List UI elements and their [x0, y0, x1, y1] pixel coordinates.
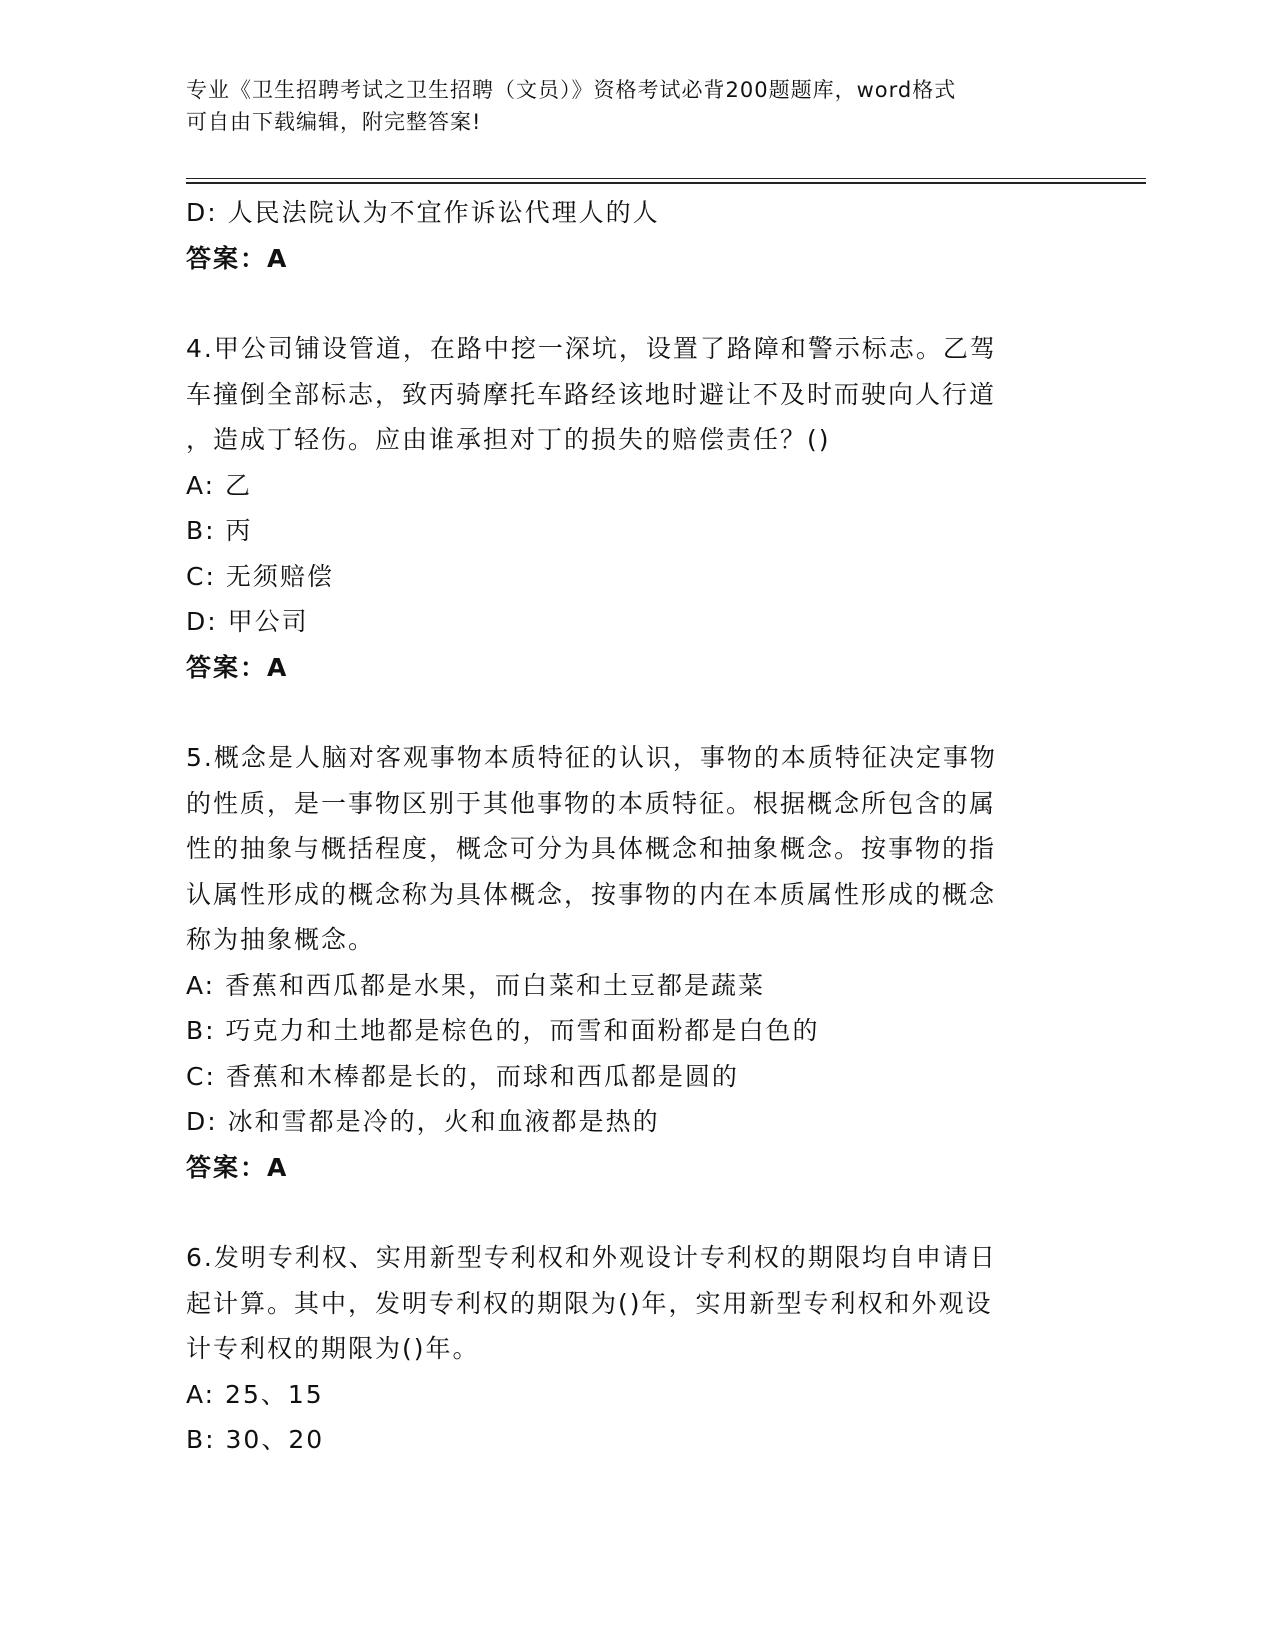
- question-text-line: 性的抽象与概括程度，概念可分为具体概念和抽象概念。按事物的指: [186, 834, 997, 863]
- question-6: [186, 1235, 1086, 1463]
- header-divider-thin: [186, 178, 1146, 179]
- question-5: [186, 735, 1086, 1190]
- answer: 答案：A: [186, 1152, 289, 1182]
- header-line-1: 专业《卫生招聘考试之卫生招聘（文员）》资格考试必背200题题库，word格式: [186, 78, 957, 102]
- question-text-line: 6.发明专利权、实用新型专利权和外观设计专利权的期限均自申请日: [186, 1243, 997, 1272]
- prev-answer: 答案：A: [186, 243, 289, 273]
- option-c: C: 无须赔偿: [186, 561, 334, 591]
- question-text-line: ，造成丁轻伤。应由谁承担对丁的损失的赔偿责任？(): [186, 425, 831, 454]
- option-a: A: 香蕉和西瓜都是水果，而白菜和土豆都是蔬菜: [186, 970, 766, 1000]
- option-d: D: 冰和雪都是冷的，火和血液都是热的: [186, 1107, 660, 1136]
- question-text-line: 认属性形成的概念称为具体概念，按事物的内在本质属性形成的概念: [186, 879, 997, 909]
- question-text-line: 的性质，是一事物区别于其他事物的本质特征。根据概念所包含的属: [186, 788, 997, 818]
- option-c: C: 香蕉和木棒都是长的，而球和西瓜都是圆的: [186, 1061, 739, 1091]
- question-text-line: 5.概念是人脑对客观事物本质特征的认识，事物的本质特征决定事物: [186, 743, 997, 772]
- spacer: [186, 1190, 1086, 1235]
- option-d: D: 甲公司: [186, 607, 309, 636]
- question-text-line: 4.甲公司铺设管道，在路中挖一深坑，设置了路障和警示标志。乙驾: [186, 334, 997, 363]
- question-text-line: 车撞倒全部标志，致丙骑摩托车路经该地时避让不及时而驶向人行道: [186, 379, 997, 409]
- option-b: B: 巧克力和土地都是棕色的，而雪和面粉都是白色的: [186, 1016, 820, 1045]
- question-text-line: 计专利权的期限为()年。: [186, 1334, 480, 1363]
- spacer: [186, 281, 1086, 326]
- option-a: A: 乙: [186, 470, 253, 500]
- document-header: [186, 74, 1066, 138]
- prev-option-d: D: 人民法院认为不宜作诉讼代理人的人: [186, 198, 660, 227]
- header-divider-thick: [186, 182, 1146, 184]
- header-line-2: 可自由下载编辑，附完整答案!: [186, 110, 482, 134]
- option-b: B: 30、20: [186, 1425, 325, 1454]
- question-text-line: 称为抽象概念。: [186, 925, 376, 954]
- option-b: B: 丙: [186, 516, 253, 545]
- question-content: [186, 190, 1086, 1463]
- question-text-line: 起计算。其中，发明专利权的期限为()年，实用新型专利权和外观设: [186, 1288, 993, 1318]
- question-4: [186, 326, 1086, 690]
- spacer: [186, 690, 1086, 735]
- answer: 答案：A: [186, 652, 289, 682]
- option-a: A: 25、15: [186, 1379, 324, 1409]
